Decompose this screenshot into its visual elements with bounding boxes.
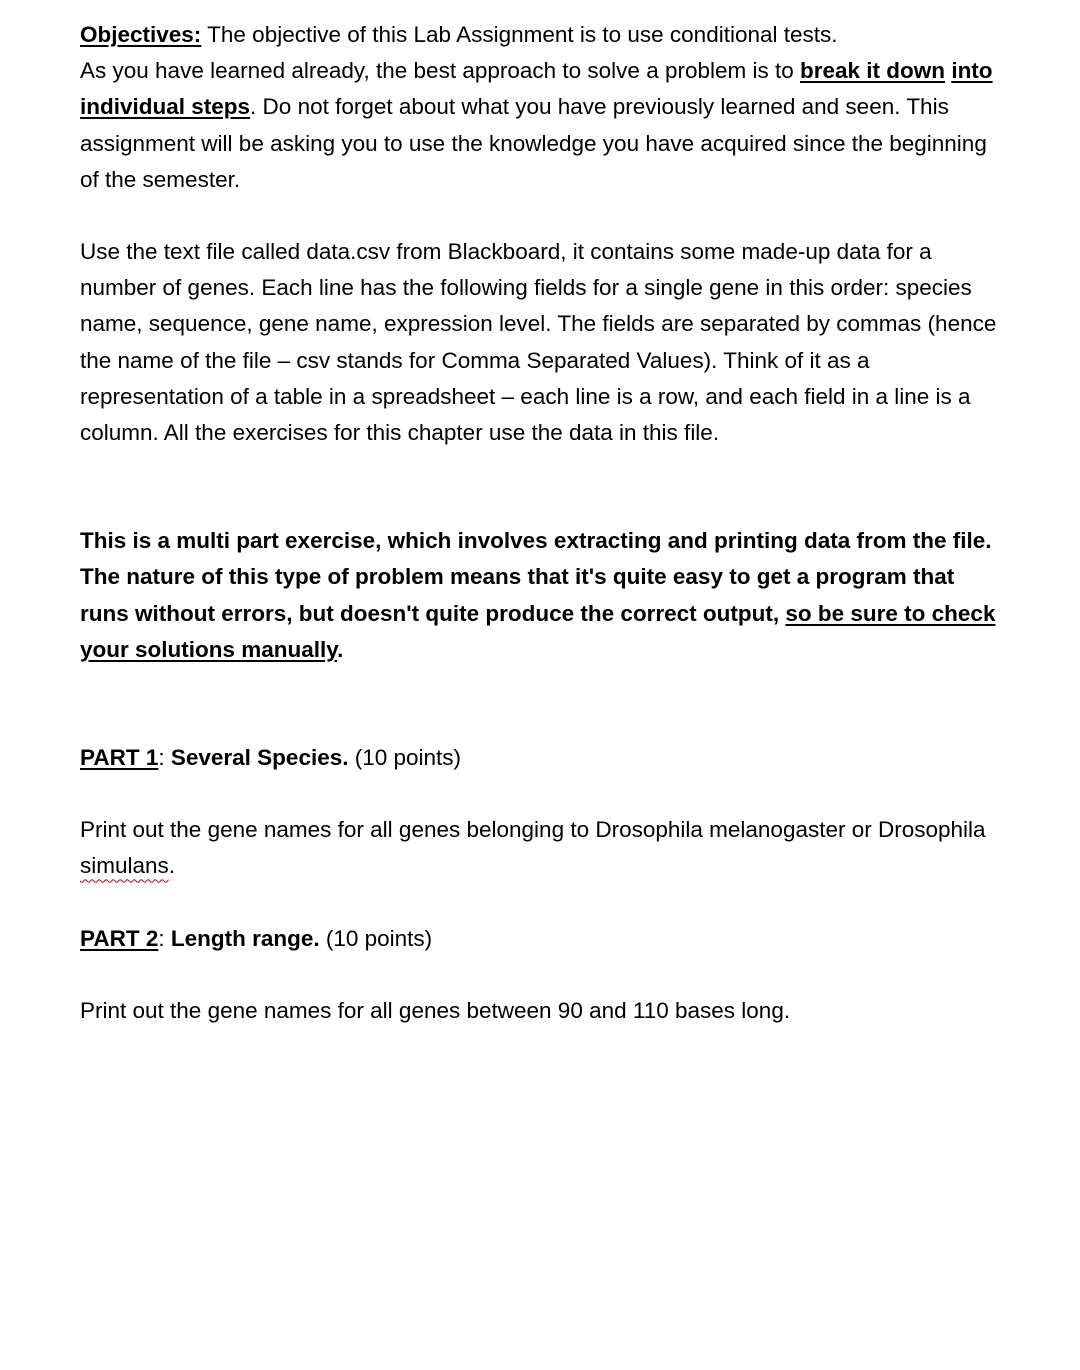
part1-body-end: . [168, 853, 176, 879]
part1-heading [80, 740, 1005, 776]
spellcheck-word: simulans [80, 853, 169, 879]
part1-colon: : [158, 745, 171, 771]
part2-points: (10 points) [319, 925, 433, 951]
part1-label: PART 1 [80, 745, 159, 771]
data-description-paragraph: Use the text file called data.csv from Blackboard, it contains some made-up data for a number of genes. Each line has the following fields for a single gene in this order: species name, sequence, gene name, expression level. The fields are separated by commas (hence the name of the file – csv stands for Comma Separated Values). Think of it as a representation of a table in a spreadsheet – each line is a row, and each field in a line is a column. All the exercises for this chapter use the data in this file. [80, 239, 997, 446]
break-it-down-emphasis: break it down [800, 58, 946, 84]
individual-steps-emphasis: into individual steps [80, 58, 993, 120]
part1-body-text: Print out the gene names for all genes belonging to Drosophila melanogaster or Drosophila [80, 817, 986, 843]
part2-colon: : [158, 925, 171, 951]
part2-title: Length range. [170, 925, 320, 951]
part2-heading [80, 921, 1005, 957]
approach-paragraph [80, 53, 1005, 198]
part2-label: PART 2 [80, 925, 159, 951]
approach-text-1: As you have learned already, the best approach to solve a problem is to [80, 58, 801, 84]
warning-text: This is a multi part exercise, which involves extracting and printing data from the file. The nature of this type of problem means that it's quite easy to get a program that runs without errors, but doesn't quite produce the correct output, [80, 528, 992, 626]
part2-body: Print out the gene names for all genes between 90 and 110 bases long. [80, 997, 791, 1023]
approach-text-2: . Do not forget about what you have previously learned and seen. This assignment will be asking you to use the knowledge you have acquired since the beginning of the semester. [80, 94, 987, 192]
objectives-text: The objective of this Lab Assignment is to use conditional tests. [201, 22, 838, 47]
warning-end: . [337, 636, 344, 662]
document-page [80, 17, 1005, 1029]
objectives-label: Objectives: [80, 22, 202, 47]
objectives-paragraph [80, 17, 1005, 53]
part1-title: Several Species. [170, 745, 349, 771]
part1-points: (10 points) [348, 745, 462, 771]
check-manually-emphasis: so be sure to check your solutions manually [80, 600, 996, 662]
warning-paragraph [80, 523, 1005, 668]
part1-body [80, 812, 1005, 884]
